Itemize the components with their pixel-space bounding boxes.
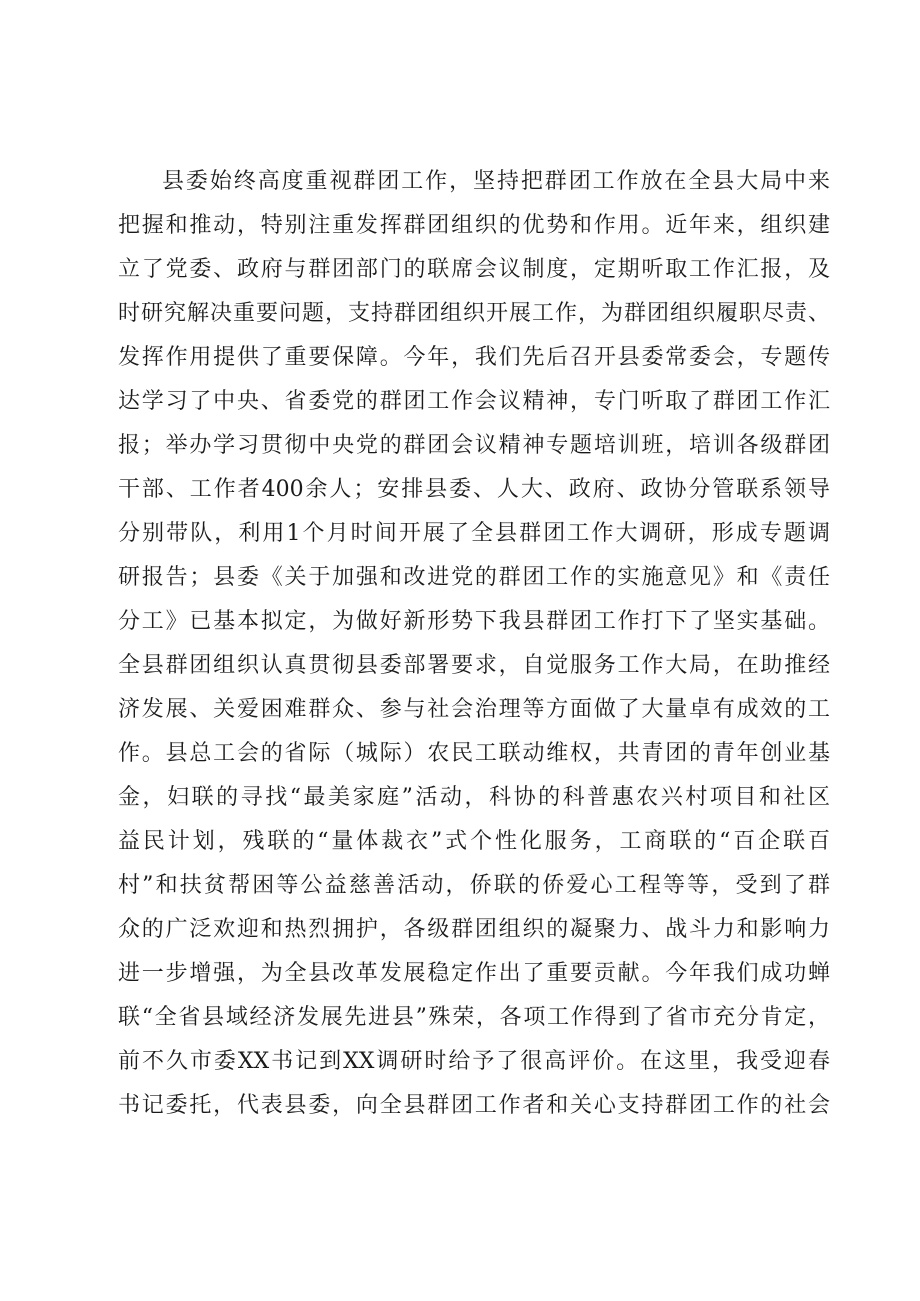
text-line: 书记委托，代表县委，向全县群团工作者和关心支持群团工作的社会: [118, 1093, 830, 1118]
text-line: 作。县总工会的省际（城际）农民工联动维权，共青团的青年创业基: [118, 741, 830, 766]
text-line: 金，妇联的寻找“最美家庭”活动，科协的科普惠农兴村项目和社区: [118, 785, 830, 810]
text-line: 分别带队，利用1个月时间开展了全县群团工作大调研，形成专题调: [118, 521, 830, 546]
text-line: 分工》已基本拟定，为做好新形势下我县群团工作打下了坚实基础。: [118, 609, 830, 634]
text-line: 益民计划，残联的“量体裁衣”式个性化服务，工商联的“百企联百: [118, 829, 830, 854]
text-line: 众的广泛欢迎和热烈拥护，各级群团组织的凝聚力、战斗力和影响力: [118, 917, 830, 942]
text-line: 立了党委、政府与群团部门的联席会议制度，定期听取工作汇报，及: [118, 257, 830, 282]
text-line: 进一步增强，为全县改革发展稳定作出了重要贡献。今年我们成功蝉: [118, 961, 830, 986]
text-line: 把握和推动，特别注重发挥群团组织的优势和作用。近年来，组织建: [118, 213, 830, 238]
text-line: 联“全省县域经济发展先进县”殊荣，各项工作得到了省市充分肯定，: [118, 1005, 830, 1030]
body-text: [118, 160, 830, 1128]
text-line: 县委始终高度重视群团工作，坚持把群团工作放在全县大局中来: [162, 169, 830, 194]
text-line: 干部、工作者400余人；安排县委、人大、政府、政协分管联系领导: [118, 477, 830, 502]
text-line: 前不久市委XX书记到XX调研时给予了很高评价。在这里，我受迎春: [118, 1049, 830, 1074]
text-line: 村”和扶贫帮困等公益慈善活动，侨联的侨爱心工程等等，受到了群: [118, 873, 830, 898]
text-line: 达学习了中央、省委党的群团工作会议精神，专门听取了群团工作汇: [118, 389, 830, 414]
text-line: 报；举办学习贯彻中央党的群团会议精神专题培训班，培训各级群团: [118, 433, 830, 458]
text-line: 济发展、关爱困难群众、参与社会治理等方面做了大量卓有成效的工: [118, 697, 830, 722]
text-line: 全县群团组织认真贯彻县委部署要求，自觉服务工作大局，在助推经: [118, 653, 830, 678]
text-line: 发挥作用提供了重要保障。今年，我们先后召开县委常委会，专题传: [118, 345, 830, 370]
text-line: 研报告；县委《关于加强和改进党的群团工作的实施意见》和《责任: [118, 565, 830, 590]
text-line: 时研究解决重要问题，支持群团组织开展工作，为群团组织履职尽责、: [118, 301, 830, 326]
